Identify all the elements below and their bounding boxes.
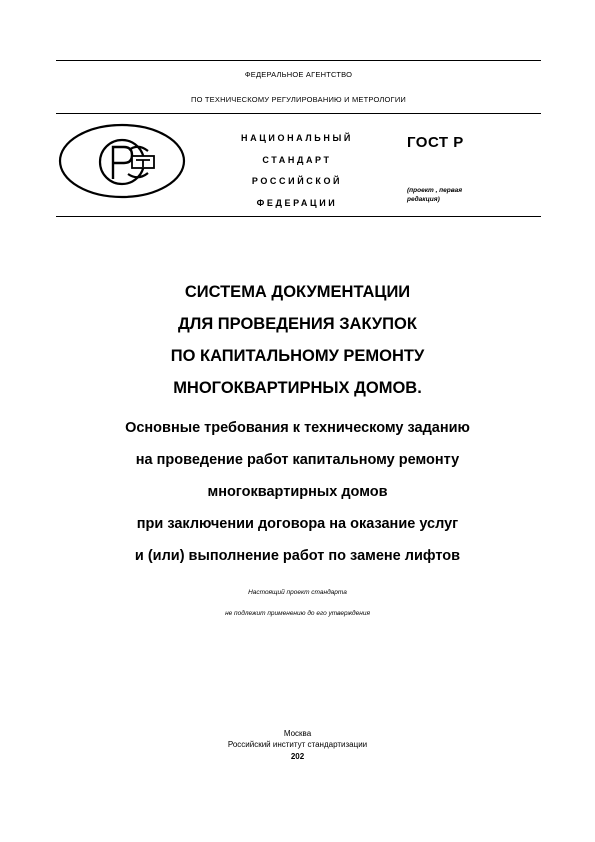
footer-city: Москва (283, 729, 312, 738)
document-title (40, 276, 555, 404)
title-line: ПО КАПИТАЛЬНОМУ РЕМОНТУ (170, 347, 425, 365)
national-standard-line: НАЦИОНАЛЬНЫЙ (241, 133, 353, 143)
title-line: ДЛЯ ПРОВЕДЕНИЯ ЗАКУПОК (178, 315, 417, 333)
title-line: МНОГОКВАРТИРНЫХ ДОМОВ. (173, 379, 422, 397)
subtitle-line: многоквартирных домов (207, 484, 388, 500)
national-standard-line: РОССИЙСКОЙ (251, 176, 343, 186)
national-standard-line: ФЕДЕРАЦИИ (256, 197, 338, 208)
subtitle-line: и (или) выполнение работ по замене лифтов (134, 548, 461, 564)
draft-note-line1: (проект , первая (407, 187, 463, 194)
draft-note (407, 186, 482, 204)
subtitle-line: Основные требования к техническому заданию (125, 420, 470, 436)
national-standard-block (212, 128, 382, 214)
header-bottom-rule (56, 216, 541, 217)
draft-disclaimer-line1: Настоящий проект стандарта (248, 589, 347, 596)
national-standard-line: СТАНДАРТ (262, 154, 332, 165)
standard-designation: ГОСТ Р (407, 134, 464, 151)
header-rule (56, 113, 541, 114)
agency-name-line2: ПО ТЕХНИЧЕСКОМУ РЕГУЛИРОВАНИЮ И МЕТРОЛОГИИ (190, 95, 406, 104)
footer-publisher: Российский институт стандартизации (227, 740, 368, 749)
top-rule (56, 60, 541, 61)
title-line: СИСТЕМА ДОКУМЕНТАЦИИ (184, 283, 411, 301)
document-subtitle (40, 412, 555, 572)
draft-note-line2: редакция) (407, 196, 440, 203)
agency-name-line1: ФЕДЕРАЛЬНОЕ АГЕНТСТВО (244, 70, 353, 79)
draft-disclaimer-line2: не подлежит применению до его утверждения (225, 610, 370, 617)
subtitle-line: при заключении договора на оказание услуг (136, 516, 459, 532)
footer-year: 202 (290, 752, 305, 761)
subtitle-line: на проведение работ капитальному ремонту (135, 452, 460, 468)
rst-logo-icon (58, 123, 186, 199)
